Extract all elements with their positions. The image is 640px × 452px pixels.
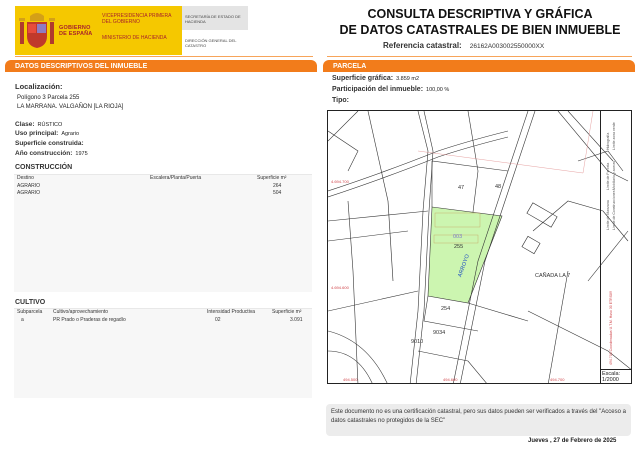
th-destino: Destino xyxy=(17,175,34,181)
svg-text:494.600: 494.600 xyxy=(443,377,458,382)
svg-text:47: 47 xyxy=(458,185,465,191)
svg-text:494.500: 494.500 xyxy=(343,377,358,382)
table-row: 264 xyxy=(273,183,282,189)
uso-field: Uso principal: Agrario xyxy=(15,130,80,137)
table-row: 504 xyxy=(273,190,282,196)
table-row: a xyxy=(21,317,24,323)
divider xyxy=(15,56,313,57)
referencia-catastral: Referencia catastral: 26162A003002550000XX xyxy=(383,41,545,50)
ministerio-label: MINISTERIO DE HACIENDA xyxy=(102,35,167,41)
tipo-field: Tipo: xyxy=(332,97,349,104)
th-escalera: Escalera/Planta/Puerta xyxy=(150,175,202,181)
map-legend: Límite de Manzana Límite de Parcela Hidrografía Límite de Construcciones Mobiliario y aceras Límite zona verde 494.700 Coordenadas U.T.M. Huso 30 ETRS89 xyxy=(600,110,632,384)
svg-text:494.700: 494.700 xyxy=(550,377,565,382)
government-logo xyxy=(15,6,248,55)
cadastral-map[interactable] xyxy=(327,110,632,384)
localizacion-label: Localización: xyxy=(15,82,63,91)
th-subparcela: Subparcela xyxy=(17,309,43,315)
secretaria-label: SECRETARÍA DE ESTADO DE HACIENDA xyxy=(182,6,248,30)
section-header-parcela: PARCELA xyxy=(323,60,635,72)
svg-text:9010: 9010 xyxy=(411,339,424,345)
clase-field: Clase: RÚSTICO xyxy=(15,121,63,128)
localizacion-line1: Polígono 3 Parcela 255 xyxy=(17,95,80,101)
svg-text:003: 003 xyxy=(453,234,463,240)
table-row: PR Prado o Praderas de regadío xyxy=(53,317,126,323)
vicepresidencia-label: VICEPRESIDENCIA PRIMERA DEL GOBIERNO xyxy=(102,13,172,25)
direccion-label: DIRECCIÓN GENERAL DEL CATASTRO xyxy=(185,38,237,48)
cultivo-title: CULTIVO xyxy=(15,299,46,306)
svg-text:254: 254 xyxy=(441,306,451,312)
map-canvas xyxy=(328,111,632,384)
date-label: Jueves , 27 de Febrero de 2025 xyxy=(528,438,617,444)
construccion-title: CONSTRUCCIÓN xyxy=(15,164,73,171)
construccion-table xyxy=(14,174,312,292)
table-row: AGRARIO xyxy=(17,190,41,196)
svg-text:48: 48 xyxy=(495,184,502,190)
svg-text:9034: 9034 xyxy=(433,330,446,336)
table-row: AGRARIO xyxy=(17,183,41,189)
coat-of-arms-icon xyxy=(15,6,59,55)
svg-text:4.694.700: 4.694.700 xyxy=(331,179,349,184)
scale-box: Escala: 1/2000 xyxy=(600,369,632,384)
section-header-datos: DATOS DESCRIPTIVOS DEL INMUEBLE xyxy=(5,60,317,72)
disclaimer-box: Este documento no es una certificación catastral, pero sus datos pueden ser verificados a través del "Acceso a datos catastrales no protegidos de la SEC" xyxy=(326,404,631,436)
superficie-grafica-field: Superficie gráfica: 3.859 m2 xyxy=(332,75,420,82)
svg-text:255: 255 xyxy=(454,244,464,250)
table-row: 02 xyxy=(215,317,221,323)
anio-field: Año construcción: 1975 xyxy=(15,150,88,157)
divider xyxy=(327,56,632,57)
page-title: CONSULTA DESCRIPTIVA Y GRÁFICA DE DATOS CATASTRALES DE BIEN INMUEBLE xyxy=(339,7,621,37)
table-row: 3.091 xyxy=(290,317,303,323)
participacion-field: Participación del inmueble: 100,00 % xyxy=(332,86,450,93)
th-cultivo: Cultivo/aprovechamiento xyxy=(53,309,109,315)
localizacion-line2: LA MARRANA. VALGAÑON [LA RIOJA] xyxy=(17,104,124,110)
svg-text:CAÑADA LA 7: CAÑADA LA 7 xyxy=(535,273,571,279)
th-superficie: Superficie m² xyxy=(272,309,302,315)
superficie-construida-field: Superficie construida: xyxy=(15,140,84,147)
svg-text:ARROYO: ARROYO xyxy=(457,253,472,279)
svg-text:4.694.600: 4.694.600 xyxy=(331,285,349,290)
th-intensidad: Intensidad Productiva xyxy=(207,309,256,315)
gobierno-label: GOBIERNO DE ESPAÑA xyxy=(59,25,93,37)
th-superficie: Superficie m² xyxy=(257,175,287,181)
